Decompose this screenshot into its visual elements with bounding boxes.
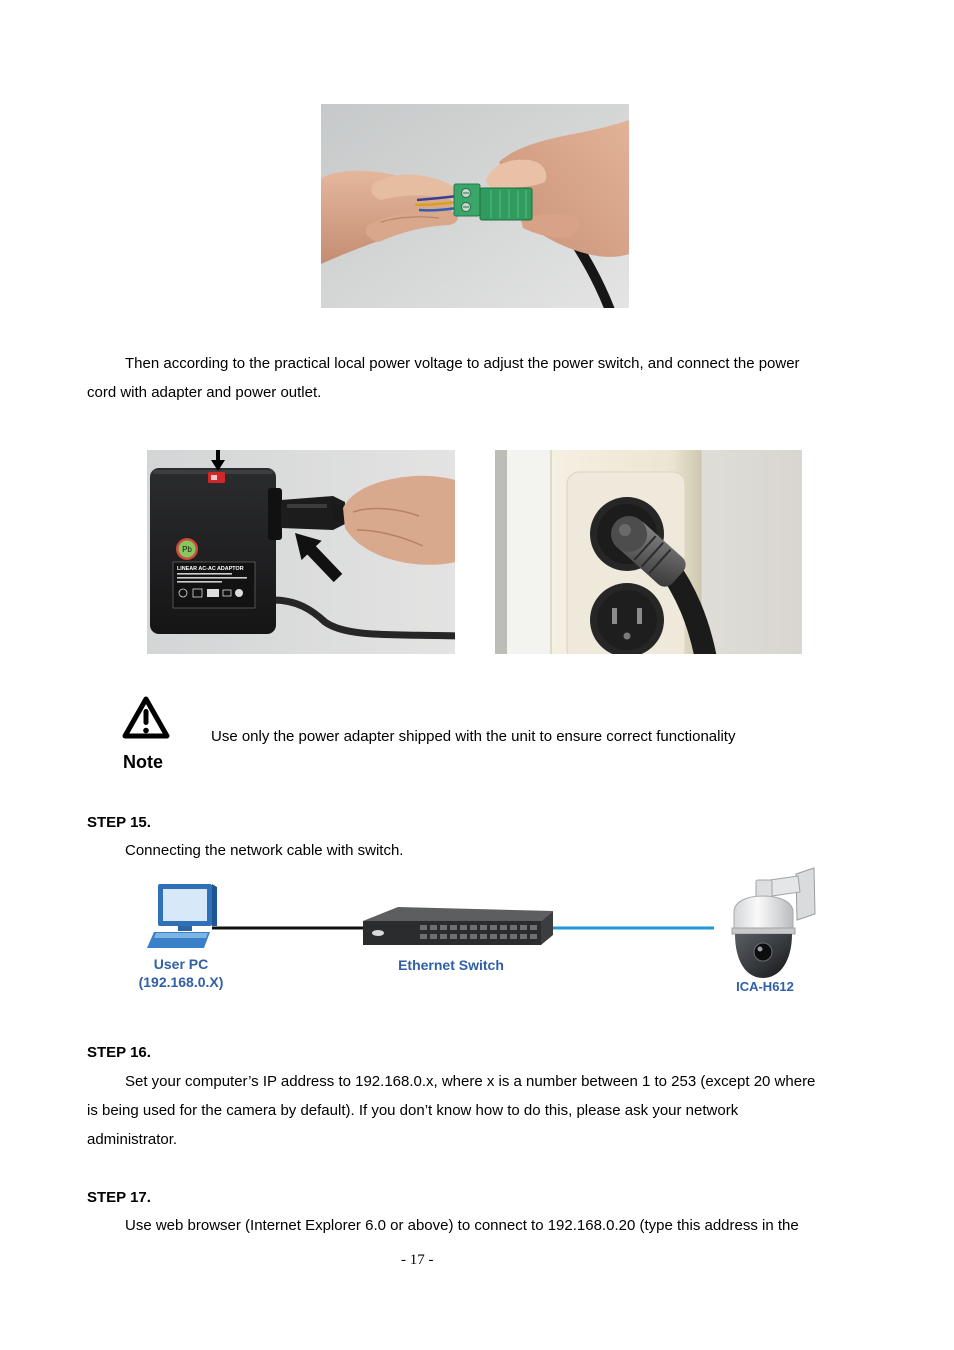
lead-free-sticker [176,538,198,560]
step-heading: STEP 15. [87,814,151,831]
note-text: Use only the power adapter shipped with the unit to ensure correct functionality [211,728,736,745]
pc-ip-label: (192.168.0.X) [138,974,224,990]
step-heading: STEP 16. [87,1044,151,1061]
switch-label: Ethernet Switch [398,957,504,973]
computer-icon [147,884,217,948]
paragraph-line: Use web browser (Internet Explorer 6.0 or above) to connect to 192.168.0.20 (type this address in the [125,1217,799,1234]
note-label: Note [123,752,163,772]
lower-socket [590,583,664,654]
warning-icon [121,694,171,742]
pc-label: User PC [153,956,209,972]
power-adapter-illustration [147,450,455,654]
terminal-connector-photo [321,104,629,308]
terminal-connector-illustration [321,104,629,308]
adapter-rating-label [173,562,255,608]
sticker-text: Pb [182,545,192,554]
power-adapter [150,468,282,634]
paragraph-line: Set your computer’s IP address to 192.168.0.x, where x is a number between 1 to 253 (except 20 where [125,1073,816,1090]
green-terminal-connectors [454,184,532,220]
dome-camera-icon [732,868,815,978]
camera-label: ICA-H612 [736,979,794,994]
power-outlet-photo [495,450,802,654]
page-number: - 17 - [401,1252,434,1268]
adapter-label-title: LINEAR AC-AC ADAPTOR [177,566,244,572]
paragraph-line: Then according to the practical local power voltage to adjust the power switch, and connect the power [125,355,800,372]
power-plug [281,496,347,530]
power-adapter-photo [147,450,455,654]
power-outlet-illustration [495,450,802,654]
paragraph-line: administrator. [87,1131,178,1148]
network-switch-icon [363,907,553,945]
paragraph-line: is being used for the camera by default). If you don’t know how to do this, please ask your network [87,1102,739,1119]
step-heading: STEP 17. [87,1189,151,1206]
paragraph-line: cord with adapter and power outlet. [87,384,322,401]
paragraph-line: Connecting the network cable with switch. [125,842,404,859]
